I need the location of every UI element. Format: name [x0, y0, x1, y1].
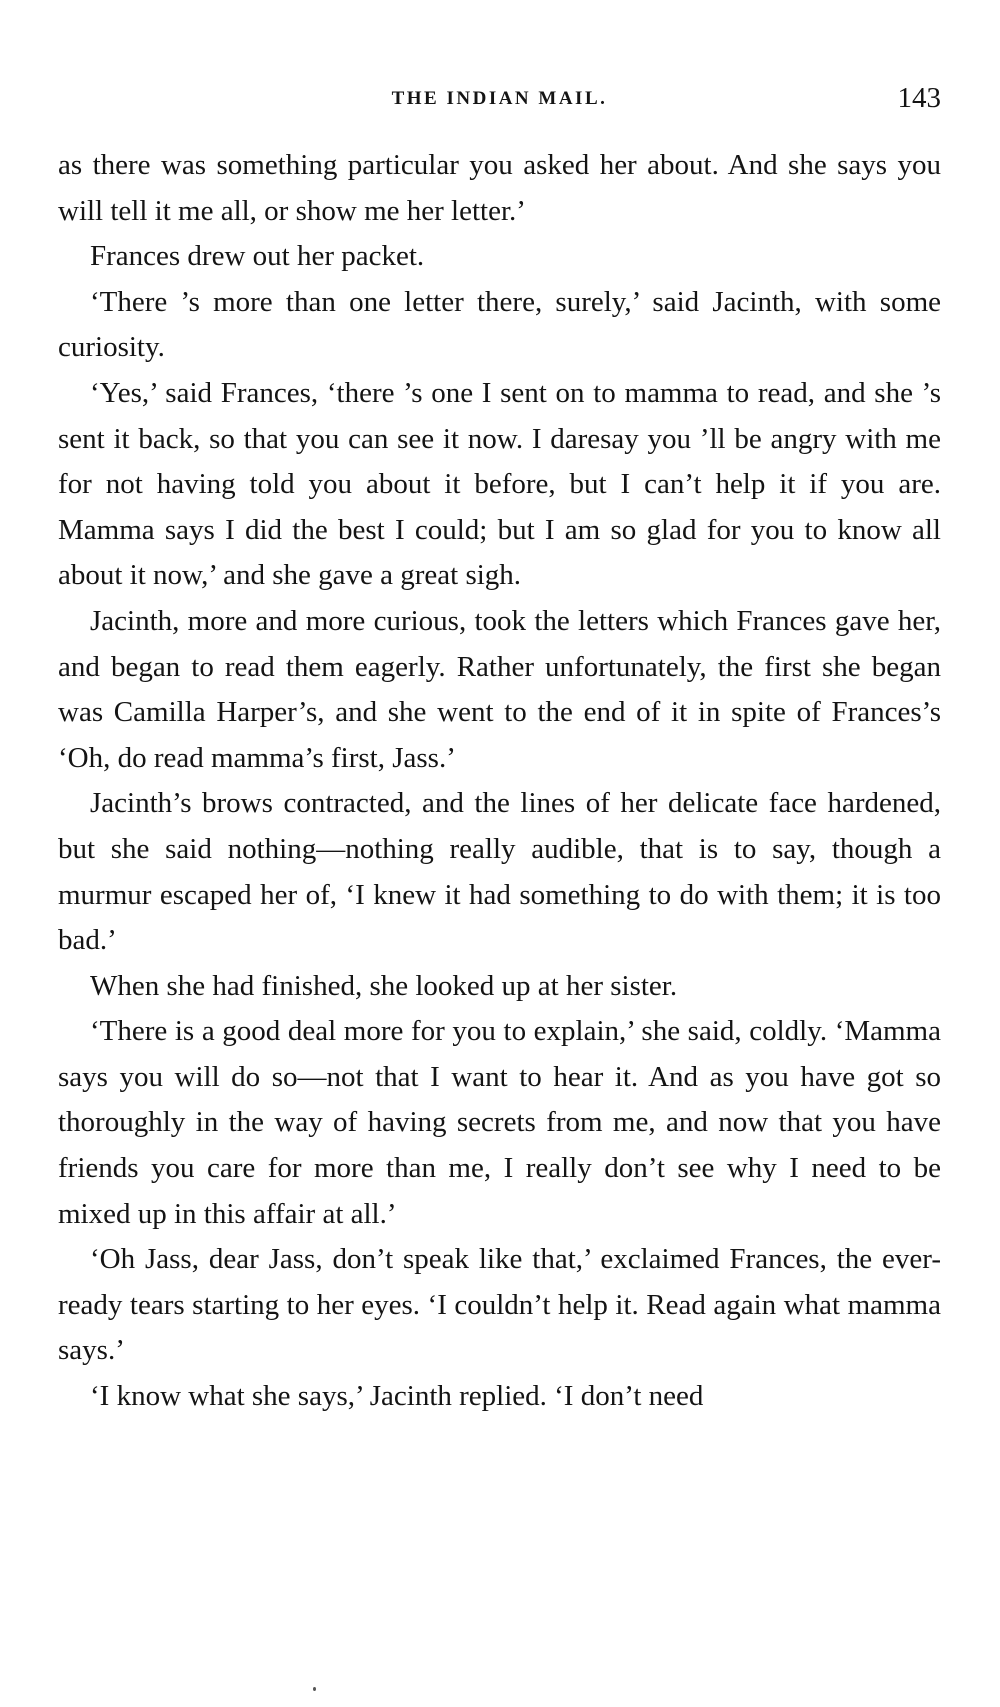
- paragraph: as there was something particular you asked her about. And she says you will tell it me all, or show me her letter.’: [58, 149, 941, 227]
- ink-speck: [313, 1687, 316, 1691]
- paragraph: ‘Oh Jass, dear Jass, don’t speak like that,’ exclaimed Frances, the ever-ready tears starting to her eyes. ‘I couldn’t help it. Read again what mamma says.’: [58, 1243, 941, 1367]
- paragraph: ‘There ’s more than one letter there, surely,’ said Jacinth, with some curiosity.: [58, 285, 941, 364]
- body-text: [58, 143, 941, 1420]
- page-number: 143: [897, 82, 941, 114]
- paragraph: ‘I know what she says,’ Jacinth replied. ‘I don’t need: [90, 1380, 704, 1413]
- paragraph: Frances drew out her packet.: [90, 240, 425, 273]
- paragraph: ‘Yes,’ said Frances, ‘there ’s one I sent on to mamma to read, and she ’s sent it back, so that you can see it now. I daresay you ’ll be angry with me for not having told you about it before, but I can’t help it if you are. Mamma says I did the best I could; but I am so glad for you to know all about it now,’ and she gave a great sigh.: [58, 376, 941, 592]
- paragraph: Jacinth, more and more curious, took the letters which Frances gave her, and began to read them eagerly. Rather unfortunately, the first she began was Camilla Harper’s, and she went to the end of it in spite of Frances’s ‘Oh, do read mamma’s first, Jass.’: [58, 604, 941, 774]
- running-title: THE INDIAN MAIL.: [391, 88, 608, 109]
- paragraph: When she had finished, she looked up at her sister.: [90, 969, 678, 1002]
- paragraph: ‘There is a good deal more for you to explain,’ she said, coldly. ‘Mamma says you will do so—not that I want to hear it. And as you have got so thoroughly in the way of having secrets from me, and now that you have friends you care for more than me, I really don’t see why I need to be mixed up in this affair at all.’: [58, 1015, 941, 1230]
- paragraph: Jacinth’s brows contracted, and the lines of her delicate face hardened, but she said nothing—nothing really audible, that is to say, though a murmur escaped her of, ‘I knew it had something to do with them; it is too bad.’: [58, 787, 941, 957]
- page-header: [58, 82, 941, 122]
